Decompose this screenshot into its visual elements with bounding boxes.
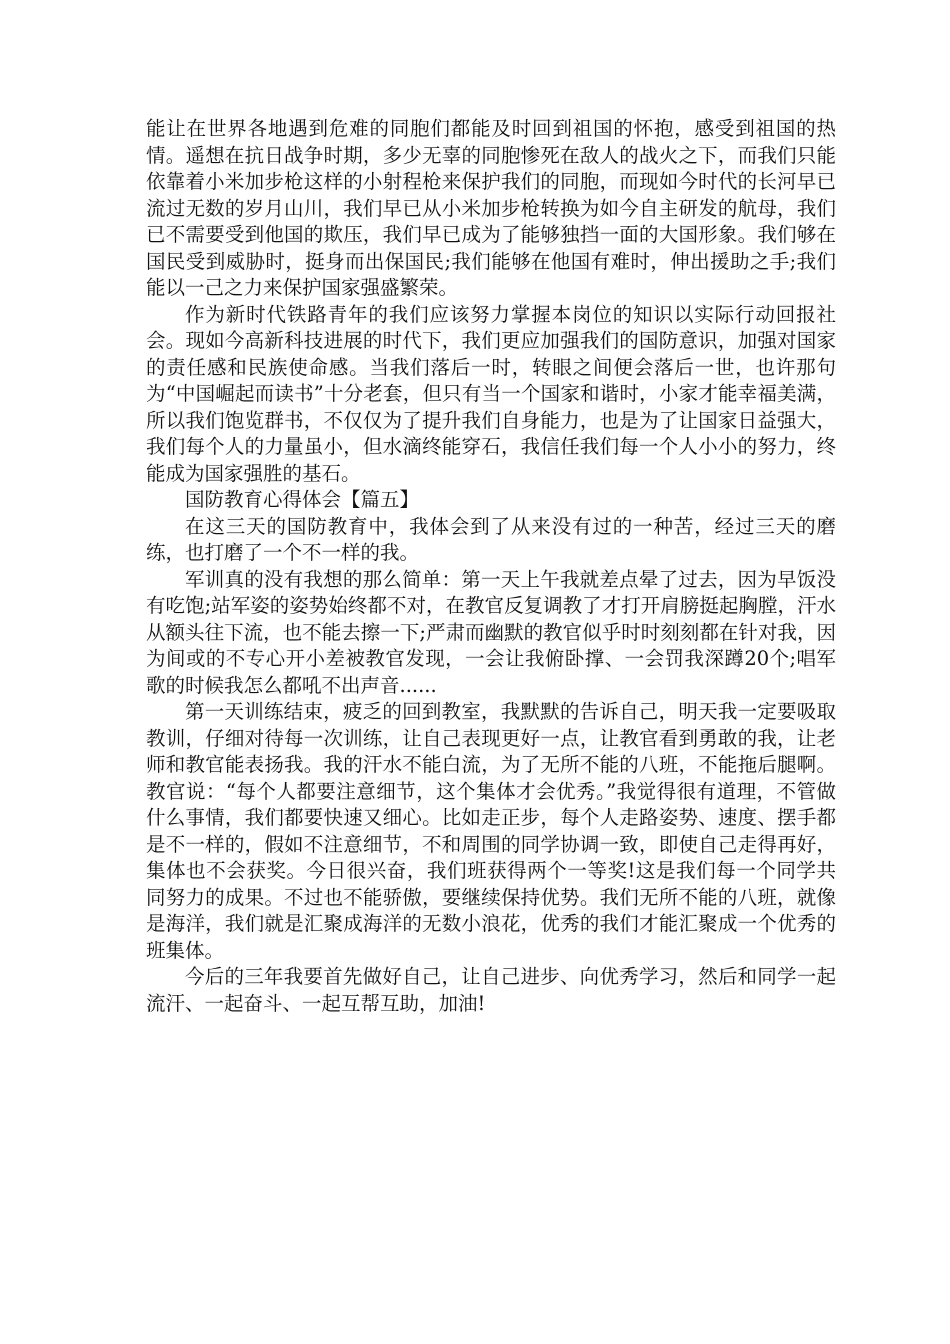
section-heading: 国防教育心得体会【篇五】 (185, 488, 420, 511)
document-body (146, 116, 836, 1017)
paragraph: 第一天训练结束，疲乏的回到教室，我默默的告诉自己，明天我一定要吸取教训，仔细对待每一次训练，让自己表现更好一点，让教官看到勇敢的我，让老师和教官能表扬我。我的汗水不能白流，为了无所不能的八班，不能拖后腿啊。教官说：“每个人都要注意细节，这个集体才会优秀。”我觉得很有道理，不管做什么事情，我们都要快速又细心。比如走正步，每个人走路姿势、速度、摆手都是不一样的，假如不注意细节，不和周围的同学协调一致，即使自己走得再好，集体也不会获奖。今日很兴奋，我们班获得两个一等奖!这是我们每一个同学共同努力的成果。不过也不能骄傲，要继续保持优势。我们无所不能的八班，就像是海洋，我们就是汇聚成海洋的无数小浪花，优秀的我们才能汇聚成一个优秀的班集体。 (146, 700, 836, 962)
paragraph-continuation: 能让在世界各地遇到危难的同胞们都能及时回到祖国的怀抱，感受到祖国的热情。遥想在抗日战争时期，多少无辜的同胞惨死在敌人的战火之下，而我们只能依靠着小米加步枪这样的小射程枪来保护我们的同胞，而现如今时代的长河早已流过无数的岁月山川，我们早已从小米加步枪转换为如今自主研发的航母，我们已不需要受到他国的欺压，我们早已成为了能够独挡一面的大国形象。我们够在国民受到威胁时，挺身而出保国民;我们能够在他国有难时，伸出援助之手;我们能以一己之力来保护国家强盛繁荣。 (146, 117, 836, 299)
paragraph: 在这三天的国防教育中，我体会到了从来没有过的一种苦，经过三天的磨练，也打磨了一个不一样的我。 (146, 514, 836, 564)
paragraph: 今后的三年我要首先做好自己，让自己进步、向优秀学习，然后和同学一起流汗、一起奋斗、一起互帮互助，加油! (146, 965, 836, 1015)
paragraph: 军训真的没有我想的那么简单：第一天上午我就差点晕了过去，因为早饭没有吃饱;站军姿的姿势始终都不对，在教官反复调教了才打开肩膀挺起胸膛，汗水从额头往下流，也不能去擦一下;严肃而幽默的教官似乎时时刻刻都在针对我，因为间或的不专心开小差被教官发现，一会让我俯卧撑、一会罚我深蹲20个;唱军歌的时候我怎么都吼不出声音...... (146, 567, 836, 697)
paragraph: 作为新时代铁路青年的我们应该努力掌握本岗位的知识以实际行动回报社会。现如今高新科技进展的时代下，我们更应加强我们的国防意识，加强对国家的责任感和民族使命感。当我们落后一时，转眼之间便会落后一世，也许那句为“中国崛起而读书”十分老套，但只有当一个国家和谐时，小家才能幸福美满，所以我们饱览群书，不仅仅为了提升我们自身能力，也是为了让国家日益强大，我们每个人的力量虽小，但水滴终能穿石，我信任我们每一个人小小的努力，终能成为国家强胜的基石。 (146, 302, 836, 485)
